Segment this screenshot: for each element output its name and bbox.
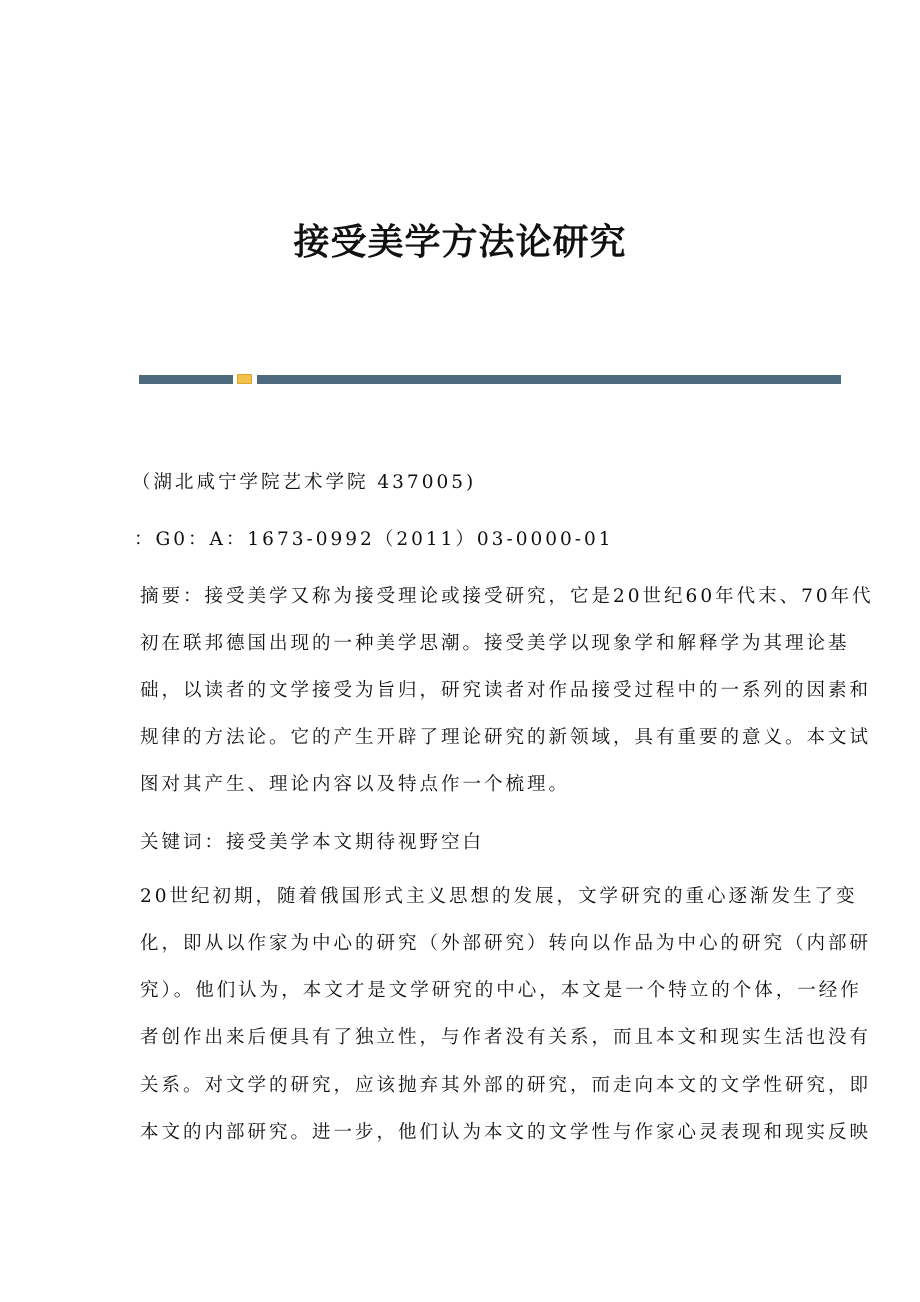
body-line: 究）。他们认为，本文才是文学研究的中心，本文是一个特立的个体，一经作 bbox=[140, 980, 862, 1001]
divider-bar-left bbox=[139, 375, 233, 384]
abstract-line: 摘要：接受美学又称为接受理论或接受研究，它是20世纪60年代末、70年代 bbox=[140, 586, 874, 607]
divider-ornament-icon bbox=[237, 374, 252, 384]
affiliation: （湖北咸宁学院艺术学院 437005) bbox=[132, 472, 477, 493]
body-line: 本文的内部研究。进一步，他们认为本文的文学性与作家心灵表现和现实反映 bbox=[140, 1122, 872, 1143]
divider-bar-right bbox=[257, 375, 841, 384]
body-line: 者创作出来后便具有了独立性，与作者没有关系，而且本文和现实生活也没有 bbox=[140, 1027, 872, 1048]
abstract-line: 规律的方法论。它的产生开辟了理论研究的新领域，具有重要的意义。本文试 bbox=[140, 727, 872, 748]
body-line: 20世纪初期，随着俄国形式主义思想的发展，文学研究的重心逐渐发生了变 bbox=[140, 886, 858, 907]
keywords: 关键词：接受美学本文期待视野空白 bbox=[140, 832, 485, 853]
title-divider bbox=[139, 375, 841, 384]
abstract-line: 初在联邦德国出现的一种美学思潮。接受美学以现象学和解释学为其理论基 bbox=[140, 633, 850, 654]
abstract-line: 础，以读者的文学接受为旨归，研究读者对作品接受过程中的一系列的因素和 bbox=[140, 680, 872, 701]
document-title: 接受美学方法论研究 bbox=[293, 221, 627, 263]
abstract-line: 图对其产生、理论内容以及特点作一个梳理。 bbox=[140, 774, 571, 795]
body-line: 关系。对文学的研究，应该抛弃其外部的研究，而走向本文的文学性研究，即 bbox=[140, 1075, 872, 1096]
classification: ：G0：A：1673-0992（2011）03-0000-01 bbox=[134, 529, 614, 550]
body-line: 化，即从以作家为中心的研究（外部研究）转向以作品为中心的研究（内部研 bbox=[140, 933, 872, 954]
